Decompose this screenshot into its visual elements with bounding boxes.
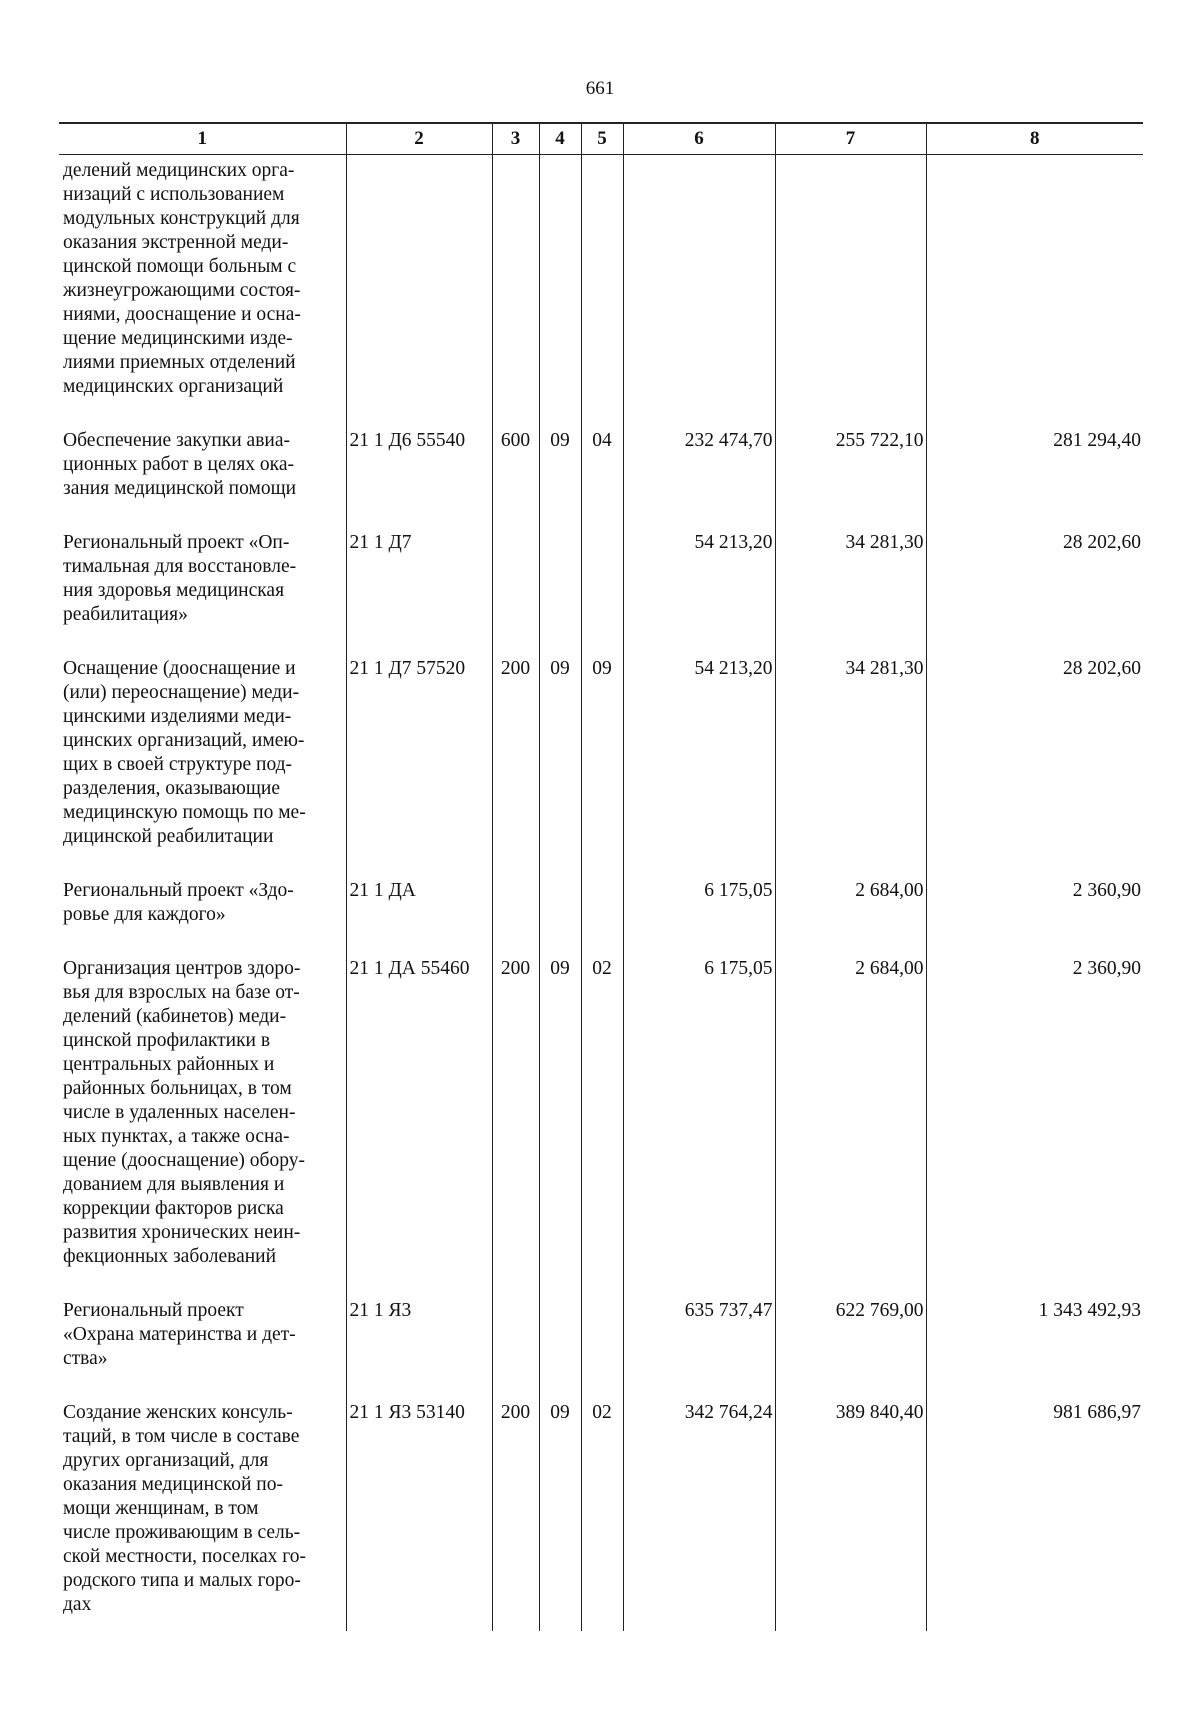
row-code: 21 1 ДА: [346, 875, 492, 953]
column-header-4: 4: [539, 123, 581, 155]
table-body: [59, 155, 1143, 1632]
row-value-7: 34 281,30: [775, 527, 926, 653]
row-value-8: 28 202,60: [926, 527, 1143, 653]
row-col5: [581, 1295, 623, 1397]
row-value-8: 1 343 492,93: [926, 1295, 1143, 1397]
table-row: [59, 527, 1143, 653]
row-code: 21 1 Д6 55540: [346, 425, 492, 527]
column-header-1: 1: [59, 123, 346, 155]
row-code: 21 1 Я3: [346, 1295, 492, 1397]
row-name-cell: [59, 155, 346, 426]
row-value-7: 389 840,40: [775, 1397, 926, 1631]
row-value-6: 232 474,70: [623, 425, 775, 527]
row-name: Обеспечение закупки авиа- ционных работ в целях ока- зания медицинской помощи: [63, 430, 297, 499]
row-col5: 09: [581, 653, 623, 875]
row-col5: 04: [581, 425, 623, 527]
row-name-cell: [59, 527, 346, 653]
row-col4: 09: [539, 653, 581, 875]
row-name: делений медицинских орга- низаций с использованием модульных конструкций для оказания экстренной меди- цинской помощи больным с жизнеугрожающими состоя- ниями, дооснащение и осна- щение медицинскими изде- лиями приемных отделений медицинских организаций: [63, 160, 301, 397]
row-value-6: [623, 155, 775, 426]
row-value-7: 622 769,00: [775, 1295, 926, 1397]
row-name: Региональный проект «Охрана материнства и дет- ства»: [63, 1300, 296, 1369]
row-col3: [492, 155, 539, 426]
row-col3: [492, 1295, 539, 1397]
row-value-8: [926, 155, 1143, 426]
row-name: Региональный проект «Оп- тимальная для восстановле- ния здоровья медицинская реабилитация»: [63, 532, 297, 625]
row-value-7: 2 684,00: [775, 875, 926, 953]
row-value-6: 342 764,24: [623, 1397, 775, 1631]
row-name-cell: [59, 875, 346, 953]
page-number: 661: [585, 78, 615, 99]
column-header-3: 3: [492, 123, 539, 155]
row-value-8: 281 294,40: [926, 425, 1143, 527]
row-code: 21 1 ДА 55460: [346, 953, 492, 1295]
row-value-8: 2 360,90: [926, 953, 1143, 1295]
table-row: [59, 653, 1143, 875]
row-code: 21 1 Я3 53140: [346, 1397, 492, 1631]
table-header: [59, 123, 1143, 155]
row-value-6: 6 175,05: [623, 875, 775, 953]
row-col5: [581, 155, 623, 426]
row-col3: 600: [492, 425, 539, 527]
table-row: [59, 155, 1143, 426]
row-name: Создание женских консуль- таций, в том числе в составе других организаций, для оказания медицинской по- мощи женщинам, в том числе проживающим в сель- ской местности, поселках го- родского типа и малых горо- дах: [63, 1402, 307, 1615]
row-col3: 200: [492, 653, 539, 875]
row-value-6: 54 213,20: [623, 653, 775, 875]
column-header-6: 6: [623, 123, 775, 155]
row-value-7: 255 722,10: [775, 425, 926, 527]
row-name: Организация центров здоро- вья для взрослых на базе от- делений (кабинетов) меди- цинской профилактики в центральных районных и районных больницах, в том числе в удаленных населен- ных пунктах, а также осна- щение (дооснащение) обору- дованием для выявления и коррекции факторов риска развития хронических неин- фекционных заболеваний: [63, 958, 305, 1267]
row-col4: [539, 155, 581, 426]
column-header-5: 5: [581, 123, 623, 155]
row-col5: 02: [581, 953, 623, 1295]
row-col5: 02: [581, 1397, 623, 1631]
table-row: [59, 1397, 1143, 1631]
row-name-cell: [59, 953, 346, 1295]
row-code: [346, 155, 492, 426]
row-col5: [581, 527, 623, 653]
row-col4: [539, 875, 581, 953]
row-value-7: 2 684,00: [775, 953, 926, 1295]
row-value-8: 28 202,60: [926, 653, 1143, 875]
table-row: [59, 875, 1143, 953]
row-name-cell: [59, 1295, 346, 1397]
row-col4: 09: [539, 425, 581, 527]
row-col4: 09: [539, 1397, 581, 1631]
row-col4: [539, 527, 581, 653]
row-value-6: 635 737,47: [623, 1295, 775, 1397]
row-col3: [492, 527, 539, 653]
row-col3: 200: [492, 1397, 539, 1631]
row-value-8: 2 360,90: [926, 875, 1143, 953]
row-value-6: 54 213,20: [623, 527, 775, 653]
row-value-6: 6 175,05: [623, 953, 775, 1295]
row-name: Региональный проект «Здо- ровье для каждого»: [63, 880, 294, 925]
row-name-cell: [59, 1397, 346, 1631]
row-value-7: [775, 155, 926, 426]
row-col3: 200: [492, 953, 539, 1295]
row-value-7: 34 281,30: [775, 653, 926, 875]
row-code: 21 1 Д7 57520: [346, 653, 492, 875]
column-header-2: 2: [346, 123, 492, 155]
table-row: [59, 425, 1143, 527]
table-row: [59, 1295, 1143, 1397]
row-name: Оснащение (дооснащение и (или) переоснащение) меди- цинскими изделиями меди- цинских организаций, имею- щих в своей структуре под- разделения, оказывающие медицинскую помощь по ме- дицинской реабилитации: [63, 658, 306, 847]
row-col4: 09: [539, 953, 581, 1295]
budget-table: [59, 122, 1143, 1631]
column-header-8: 8: [926, 123, 1143, 155]
table-row: [59, 953, 1143, 1295]
row-col4: [539, 1295, 581, 1397]
row-name-cell: [59, 653, 346, 875]
row-code: 21 1 Д7: [346, 527, 492, 653]
column-header-7: 7: [775, 123, 926, 155]
row-col5: [581, 875, 623, 953]
row-value-8: 981 686,97: [926, 1397, 1143, 1631]
row-name-cell: [59, 425, 346, 527]
row-col3: [492, 875, 539, 953]
